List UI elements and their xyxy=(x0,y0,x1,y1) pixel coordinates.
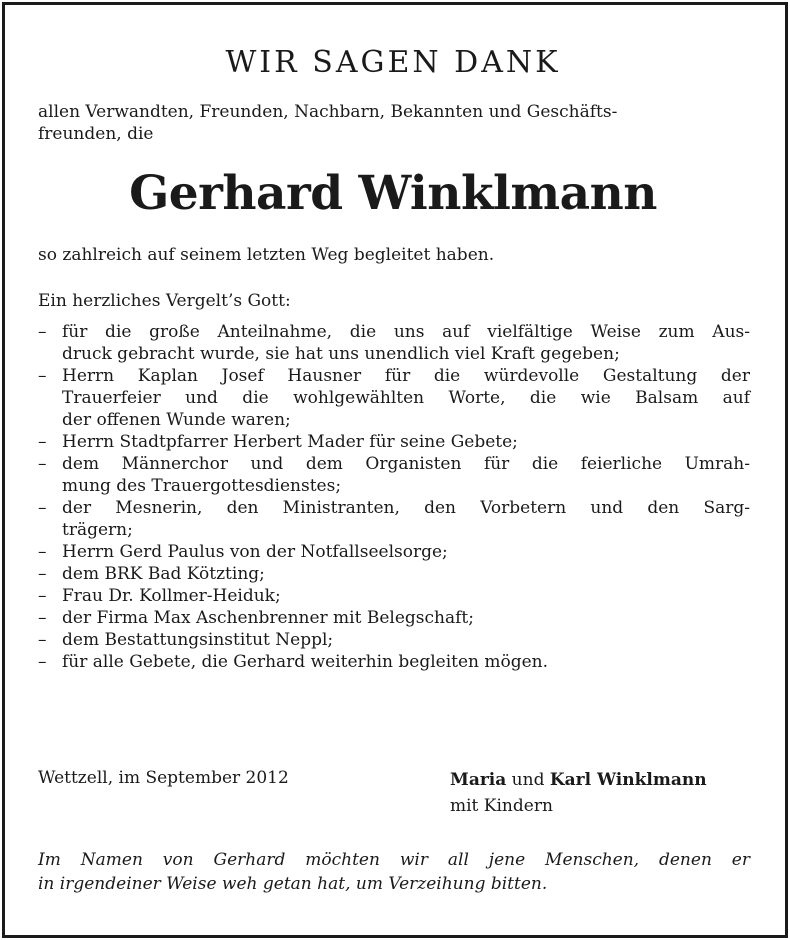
list-item xyxy=(38,453,750,497)
closing-text xyxy=(38,848,750,896)
dash-bullet: – xyxy=(38,586,47,606)
signature-names xyxy=(450,767,707,793)
list-item-line: für alle Gebete, die Gerhard weiterhin begleiten mögen. xyxy=(62,652,549,672)
closing-line: in irgendeiner Weise weh getan hat, um Verzeihung bitten. xyxy=(38,874,548,894)
list-item xyxy=(38,431,750,453)
list-item-line: Herrn Gerd Paulus von der Notfallseelsorge; xyxy=(62,542,448,562)
dash-bullet: – xyxy=(38,564,47,584)
signature-name-first: Maria xyxy=(450,770,507,790)
deceased-name: Gerhard Winklmann xyxy=(129,166,657,221)
list-item-line: mung des Trauergottesdienstes; xyxy=(62,476,342,496)
dash-bullet: – xyxy=(38,542,47,562)
list-item-line: der Firma Max Aschenbrenner mit Belegschaft; xyxy=(62,608,474,628)
list-item xyxy=(38,651,750,673)
list-item xyxy=(38,563,750,585)
signature-connector: und xyxy=(511,770,545,790)
list-item-line: Herrn Kaplan Josef Hausner für die würdevolle Gestaltung der xyxy=(62,366,750,386)
dash-bullet: – xyxy=(38,454,47,474)
list-item xyxy=(38,541,750,563)
list-item xyxy=(38,365,750,431)
list-item-line: dem BRK Bad Kötzting; xyxy=(62,564,265,584)
intro-line: allen Verwandten, Freunden, Nachbarn, Bekannten und Geschäfts- xyxy=(38,102,618,122)
list-item-line: Frau Dr. Kollmer-Heiduk; xyxy=(62,586,281,606)
closing-line: Im Namen von Gerhard möchten wir all jene Menschen, denen er xyxy=(38,850,750,870)
signature-family: mit Kindern xyxy=(450,796,553,816)
list-item xyxy=(38,321,750,365)
list-item-line: druck gebracht wurde, sie hat uns unendlich viel Kraft gegeben; xyxy=(62,344,620,364)
dash-bullet: – xyxy=(38,608,47,628)
list-item xyxy=(38,585,750,607)
list-item xyxy=(38,497,750,541)
dash-bullet: – xyxy=(38,630,47,650)
dash-bullet: – xyxy=(38,652,47,672)
list-item xyxy=(38,629,750,651)
list-item xyxy=(38,607,750,629)
list-item-line: dem Bestattungsinstitut Neppl; xyxy=(62,630,334,650)
list-item-line: für die große Anteilnahme, die uns auf vielfältige Weise zum Aus- xyxy=(62,322,750,342)
list-item-line: dem Männerchor und dem Organisten für die feierliche Umrah- xyxy=(62,454,750,474)
thanks-list xyxy=(38,321,750,673)
dash-bullet: – xyxy=(38,366,47,386)
dash-bullet: – xyxy=(38,322,47,342)
notice-heading: WIR SAGEN DANK xyxy=(225,45,561,80)
place-date: Wettzell, im September 2012 xyxy=(38,768,289,788)
intro-line: freunden, die xyxy=(38,124,154,144)
list-item-line: Herrn Stadtpfarrer Herbert Mader für seine Gebete; xyxy=(62,432,518,452)
signature-name-second: Karl Winklmann xyxy=(549,770,707,790)
list-item-line: der Mesnerin, den Ministranten, den Vorbetern und den Sarg- xyxy=(62,498,750,518)
after-name-text: so zahlreich auf seinem letzten Weg begleitet haben. xyxy=(38,245,495,265)
list-item-line: trägern; xyxy=(62,520,133,540)
dash-bullet: – xyxy=(38,432,47,452)
thanks-intro: Ein herzliches Vergelt’s Gott: xyxy=(38,291,291,311)
list-item-line: der offenen Wunde waren; xyxy=(62,410,291,430)
dash-bullet: – xyxy=(38,498,47,518)
intro-text xyxy=(38,101,748,145)
signature xyxy=(450,767,707,819)
list-item-line: Trauerfeier und die wohlgewählten Worte, die wie Balsam auf xyxy=(62,388,750,408)
